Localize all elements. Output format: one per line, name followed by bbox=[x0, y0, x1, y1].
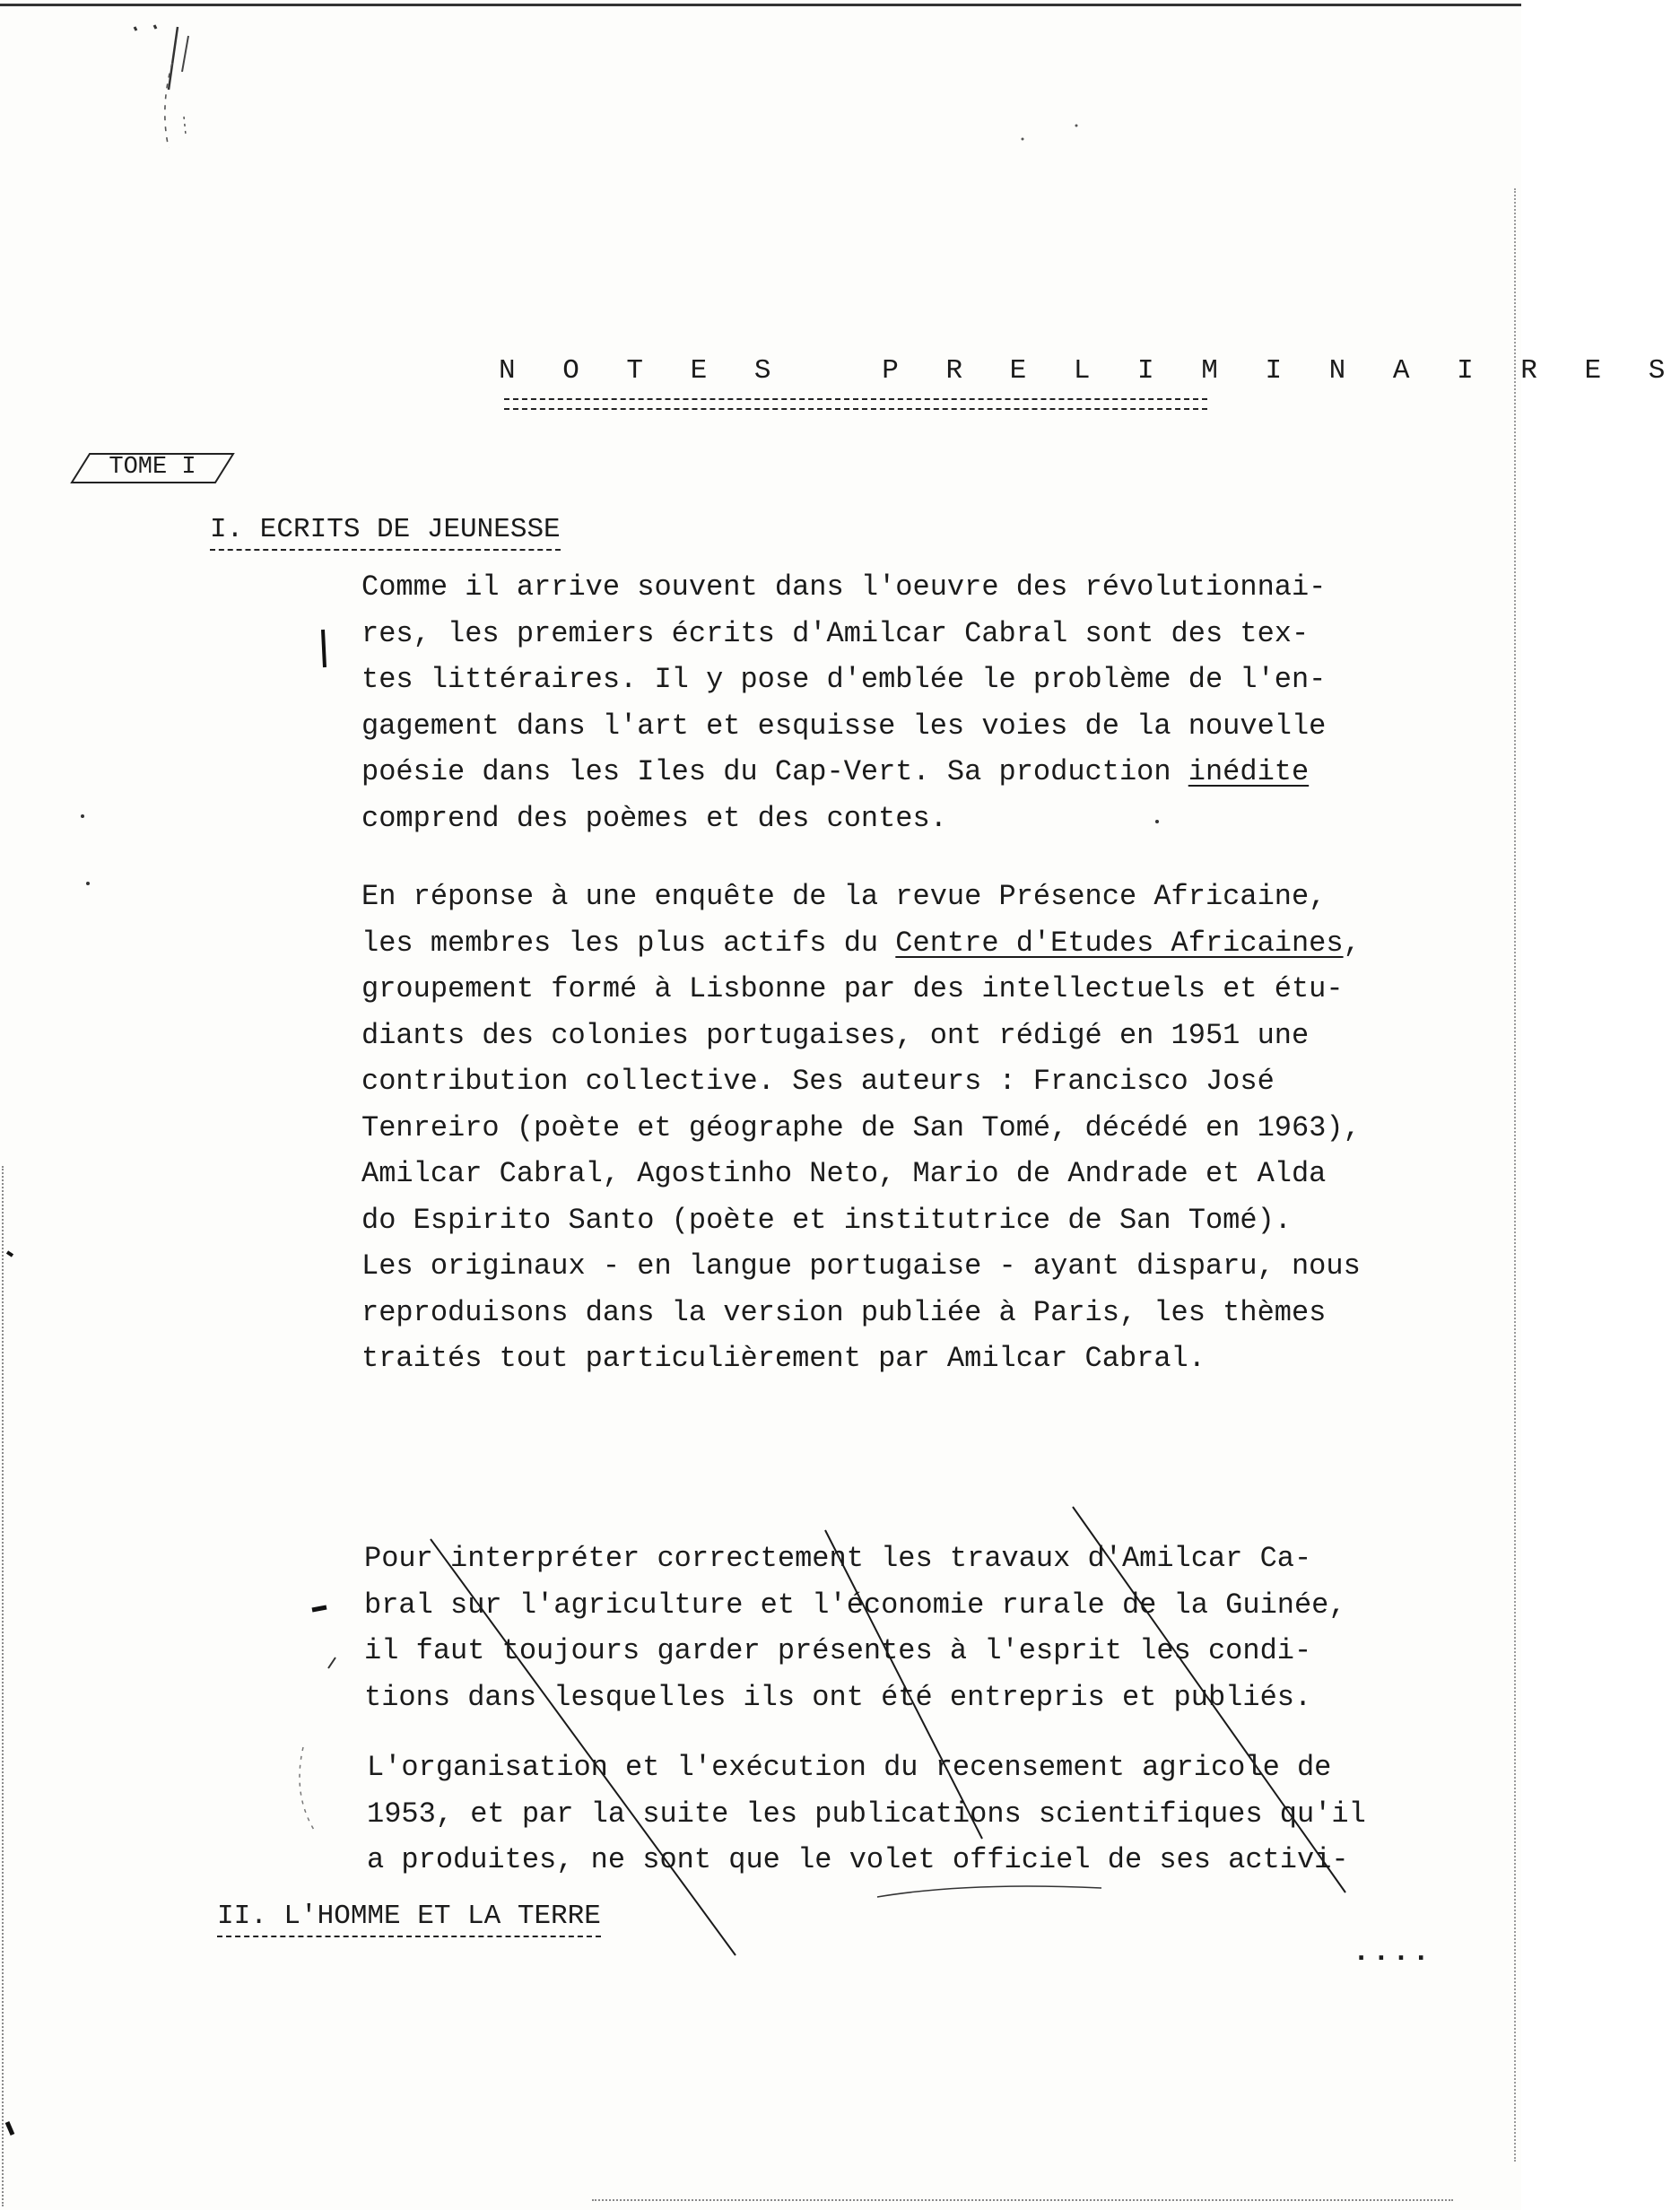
scan-right-edge bbox=[1514, 188, 1516, 2162]
page-title: N O T E S P R E L I M I N A I R E S bbox=[499, 355, 1680, 387]
text-line: il faut toujours garder présentes à l'esprit les condi- bbox=[364, 1634, 1312, 1667]
paragraph bbox=[361, 874, 1361, 1382]
paragraph bbox=[367, 1745, 1366, 1884]
text-line: contribution collective. Ses auteurs : Francisco José bbox=[361, 1065, 1275, 1098]
text-line: Les originaux - en langue portugaise - ayant disparu, nous bbox=[361, 1249, 1361, 1283]
paragraph bbox=[361, 564, 1326, 841]
section-heading: II. L'HOMME ET LA TERRE bbox=[217, 1900, 601, 1937]
text-line: reproduisons dans la version publiée à Paris, les thèmes bbox=[361, 1295, 1327, 1329]
text-line: 1953, et par la suite les publications scientifiques qu'il bbox=[367, 1797, 1366, 1831]
text-line: Pour interpréter correctement les travaux d'Amilcar Ca- bbox=[364, 1542, 1312, 1575]
text-line: res, les premiers écrits d'Amilcar Cabral sont des tex- bbox=[361, 616, 1310, 650]
title-double-rule bbox=[504, 398, 1207, 410]
punctuation: , bbox=[1343, 926, 1361, 960]
tome-label bbox=[70, 452, 235, 484]
pencil-mark-icon bbox=[54, 9, 188, 161]
text-line: traités tout particulièrement par Amilcar Cabral. bbox=[361, 1342, 1206, 1375]
scan-bottom-edge bbox=[592, 2199, 1453, 2201]
underlined-word: inédite bbox=[1188, 755, 1310, 788]
text-line: Tenreiro (poète et géographe de San Tomé, décédé en 1963), bbox=[361, 1110, 1361, 1144]
text-line: diants des colonies portugaises, ont rédigé en 1951 une bbox=[361, 1018, 1310, 1052]
scan-left-edge bbox=[2, 1166, 4, 2206]
text-line: Comme il arrive souvent dans l'oeuvre des révolutionnai- bbox=[361, 570, 1327, 604]
text-line: bral sur l'agriculture et l'économie rurale de la Guinée, bbox=[364, 1588, 1346, 1622]
text-line: groupement formé à Lisbonne par des intellectuels et étu- bbox=[361, 972, 1344, 1005]
tome-label-text: TOME I bbox=[109, 454, 196, 481]
underlined-phrase: Centre d'Etudes Africaines bbox=[895, 926, 1344, 960]
text-line: poésie dans les Iles du Cap-Vert. Sa production bbox=[361, 755, 1188, 788]
text-line: comprend des poèmes et des contes. bbox=[361, 801, 947, 835]
text-line: a produites, ne sont que le volet officiel de ses activi- bbox=[367, 1843, 1349, 1876]
text-line: L'organisation et l'exécution du recensement agricole de bbox=[367, 1751, 1332, 1784]
text-line: tions dans lesquelles ils ont été entrepris et publiés. bbox=[364, 1680, 1312, 1714]
text-line: En réponse à une enquête de la revue Présence Africaine, bbox=[361, 880, 1327, 913]
text-line: les membres les plus actifs du bbox=[361, 926, 896, 960]
text-line: Amilcar Cabral, Agostinho Neto, Mario de Andrade et Alda bbox=[361, 1157, 1327, 1190]
scan-top-edge bbox=[0, 4, 1521, 6]
text-line: tes littéraires. Il y pose d'emblée le problème de l'en- bbox=[361, 663, 1327, 696]
text-line: do Espirito Santo (poète et institutrice de San Tomé). bbox=[361, 1203, 1292, 1237]
section-heading: I. ECRITS DE JEUNESSE bbox=[210, 513, 561, 551]
continuation-mark: .... bbox=[1353, 1936, 1432, 1969]
paragraph bbox=[364, 1536, 1346, 1720]
text-line: gagement dans l'art et esquisse les voies de la nouvelle bbox=[361, 709, 1327, 743]
